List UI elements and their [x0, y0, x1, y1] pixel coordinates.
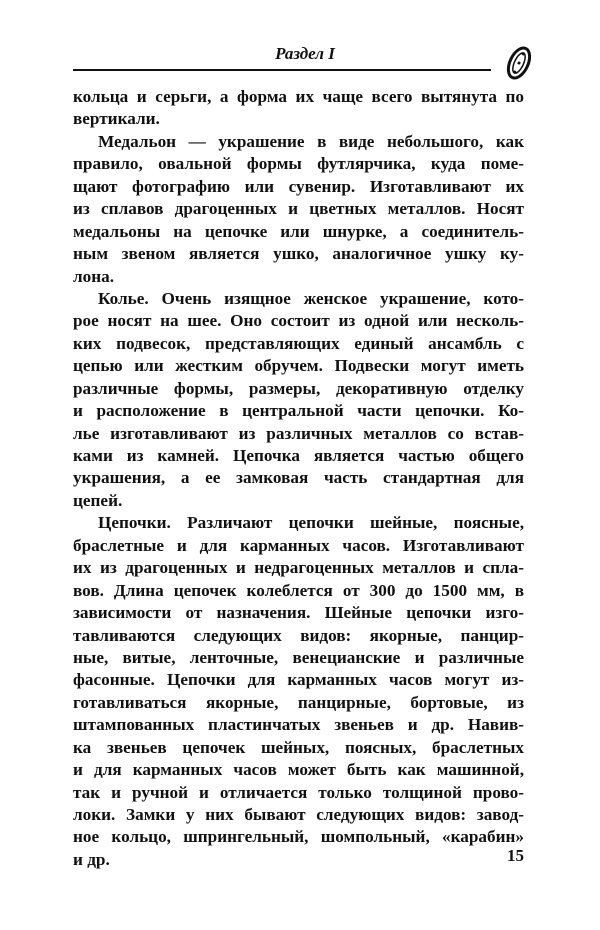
paragraph	[73, 512, 524, 871]
text-line: лье изготавливают из различных металлов со встав-	[73, 423, 524, 443]
ring-icon	[505, 44, 533, 82]
text-line: кольца и серьги, а форма их чаще всего вытянута по	[73, 87, 524, 106]
text-line: ное кольцо, шпрингельный, шомпольный, «карабин»	[73, 827, 524, 847]
body-text	[73, 86, 524, 871]
paragraph	[73, 86, 524, 131]
text-line: правило, овальной формы футлярчика, куда поме-	[73, 154, 524, 174]
text-line: ным звеном является ушко, аналогичное ушку ку-	[73, 244, 524, 264]
text-line: их из драгоценных и недрагоценных металлов и спла-	[73, 558, 524, 578]
text-line: Цепочки. Различают цепочки шейные, поясные,	[98, 513, 524, 533]
text-line: локи. Замки у них бывают следующих видов: завод-	[73, 805, 524, 824]
text-line: лона.	[73, 266, 115, 286]
text-line: фасонные. Цепочки для карманных часов могут из-	[73, 670, 524, 690]
text-line: вов. Длина цепочек колеблется от 300 до 1500 мм, в	[73, 580, 524, 600]
paragraph	[73, 288, 524, 512]
text-line: так и ручной и отличается только толщиной прово-	[73, 782, 524, 802]
text-line: ка звеньев цепочек шейных, поясных, браслетных	[73, 737, 524, 757]
text-line: и расположение в центральной части цепочки. Ко-	[73, 401, 524, 421]
text-line: браслетные и для карманных часов. Изготавливают	[73, 535, 524, 555]
text-line: рое носят на шее. Оно состоит из одной или несколь-	[73, 311, 524, 331]
text-line: готавливаться якорные, панцирные, бортовые, из	[73, 692, 524, 712]
text-line: и др.	[73, 849, 110, 869]
text-line: медальоны на цепочке или шнурке, а соединитель-	[73, 221, 524, 241]
text-line: ками из камней. Цепочка является частью общего	[73, 446, 524, 465]
text-line: зависимости от назначения. Шейные цепочки изго-	[73, 603, 524, 623]
text-line: цепью или жестким обручем. Подвески могут иметь	[73, 356, 524, 376]
text-line: тавливаются следующих видов: якорные, панцир-	[73, 625, 524, 645]
text-line: и для карманных часов может быть как машинной,	[73, 760, 524, 780]
text-line: щают фотографию или сувенир. Изготавливают их	[73, 176, 524, 196]
text-line: штампованных пластинчатых звеньев и др. Навив-	[73, 715, 524, 735]
text-line: ких подвесок, представляющих единый ансамбль с	[73, 333, 524, 353]
text-line: цепей.	[73, 490, 123, 510]
section-title: Раздел I	[275, 44, 335, 63]
text-line: Медальон — украшение в виде небольшого, как	[98, 131, 524, 151]
header-rule	[73, 69, 491, 71]
text-line: вертикали.	[73, 109, 160, 129]
page-number: 15	[507, 846, 524, 865]
text-line: ные, витые, ленточные, венецианские и различные	[73, 647, 524, 667]
text-line: из сплавов драгоценных и цветных металлов. Носят	[73, 199, 524, 219]
text-line: украшения, а ее замковая часть стандартная для	[73, 468, 524, 488]
paragraph	[73, 131, 524, 288]
text-line: различные формы, размеры, декоративную отделку	[73, 378, 524, 398]
text-line: Колье. Очень изящное женское украшение, кото-	[98, 288, 524, 308]
